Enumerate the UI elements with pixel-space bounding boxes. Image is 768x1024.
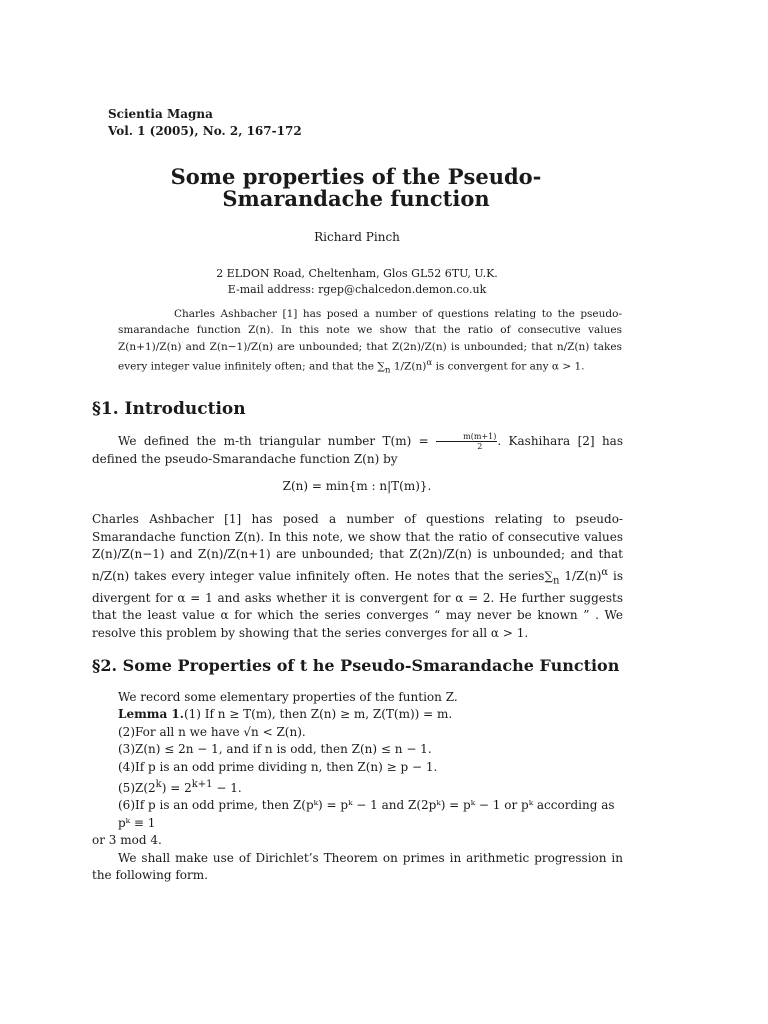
sum-symbol: ∑ — [544, 568, 554, 583]
section-2-closing: We shall make use of Dirichlet’s Theorem on primes in arithmetic progression in the following form. — [92, 850, 623, 883]
lemma-block — [92, 689, 623, 884]
section-1-para-2 — [92, 511, 623, 643]
author-name: Richard Pinch — [314, 230, 400, 244]
affiliation — [0, 266, 714, 298]
sum-sub: n — [553, 575, 560, 587]
section-2-heading: §2. Some Properties of t he Pseudo-Smarandache Function — [92, 656, 620, 675]
s1-p2-text-c: is divergent for α = 1 and asks whether it is convergent for α = 2. He further suggests that the least value α for which the series converges “ may never be known ” . We resolve this problem by showing that the series converges for all α > 1. — [92, 568, 623, 640]
lemma-item-1-text: (1) If n ≥ T(m), then Z(n) ≥ m, Z(T(m)) = m. — [183, 707, 453, 722]
lemma-item-5-sup-2: k+1 — [191, 779, 213, 791]
lemma-item-3: (3)Z(n) ≤ 2n − 1, and if n is odd, then Z(n) ≤ n − 1. — [118, 742, 432, 757]
lemma-item-6-continued: or 3 mod 4. — [92, 833, 162, 848]
s1-p2-text-b: 1/Z(n) — [559, 568, 602, 583]
abstract — [118, 306, 622, 379]
journal-volume: Vol. 1 (2005), No. 2, 167-172 — [108, 124, 302, 138]
section-2-intro: We record some elementary properties of the funtion Z. — [118, 690, 458, 704]
triangular-fraction — [436, 432, 497, 451]
lemma-item-4: (4)If p is an odd prime dividing n, then Z(n) ≥ p − 1. — [118, 759, 438, 774]
section-1-heading: §1. Introduction — [92, 399, 246, 419]
lemma-item-5-text-c: − 1. — [212, 781, 242, 796]
fraction-denominator: 2 — [477, 442, 483, 451]
abstract-sup: α — [426, 358, 433, 369]
lemma-item-5-sup-1: k — [155, 779, 162, 791]
lemma-item-2 — [92, 724, 623, 741]
s1-p2-text-a: Charles Ashbacher [1] has posed a number of questions relating to pseudo-Smarandache function Z(n). In this note, we show that the ratio of consecutive values Z(n)/Z(n−1) and Z(n)/Z(n+1) are unbounded; that Z(2n)/Z(n) is unbounded; and that n/Z(n) takes every integer value infinitely often. He notes that the series — [92, 512, 623, 583]
lemma-item-5-text-a: (5)Z(2 — [118, 781, 156, 796]
journal-name: Scientia Magna — [108, 107, 213, 121]
definition-equation: Z(n) = min{m : n|T(m)}. — [282, 479, 432, 493]
abstract-text-c: is convergent for any α > 1. — [432, 360, 585, 373]
lemma-item-5-text-b: ) = 2 — [161, 781, 192, 796]
abstract-text-b: 1/Z(n) — [390, 360, 427, 373]
fraction-numerator: m(m+1) — [436, 432, 497, 442]
abstract-text-a: Charles Ashbacher [1] has posed a number of questions relating to the pseudo-smarandache function Z(n). In this note we show that the ratio of consecutive values Z(n+1)/Z(n) and Z(n−1)/Z(n) are unbounded; that Z(2n)/Z(n) is unbounded; that n/Z(n) takes every integer value infinitely often; and that the ∑ — [118, 308, 622, 373]
lemma-item-2-text-a: (2)For all n we have — [118, 724, 244, 739]
lemma-label: Lemma 1. — [118, 707, 184, 722]
sqrt-n: √n — [243, 724, 259, 739]
abstract-sum-sub: n — [384, 365, 391, 376]
journal-header — [108, 106, 302, 140]
affiliation-address: 2 ELDON Road, Cheltenham, Glos GL52 6TU, U.K. — [216, 267, 498, 280]
section-1-para-1 — [92, 432, 623, 469]
lemma-item-2-text-b: < Z(n). — [258, 724, 306, 739]
alpha-sup: α — [601, 566, 609, 578]
lemma-item-6: (6)If p is an odd prime, then Z(pᵏ) = pᵏ − 1 and Z(2pᵏ) = pᵏ − 1 or pᵏ according as pᵏ ≡ 1 — [118, 798, 615, 830]
lemma-item-5 — [92, 776, 623, 797]
affiliation-email: E-mail address: rgep@chalcedon.demon.co.uk — [227, 283, 487, 296]
s1-p1-text-a: We defined the m-th triangular number T(m) = — [118, 434, 437, 448]
lemma-item-1 — [92, 706, 623, 723]
paper-title: Some properties of the Pseudo-Smarandache function — [170, 164, 542, 211]
s1-p1-text-b: . Kashihara [2] has defined the pseudo-Smarandache function Z(n) by — [92, 434, 623, 466]
